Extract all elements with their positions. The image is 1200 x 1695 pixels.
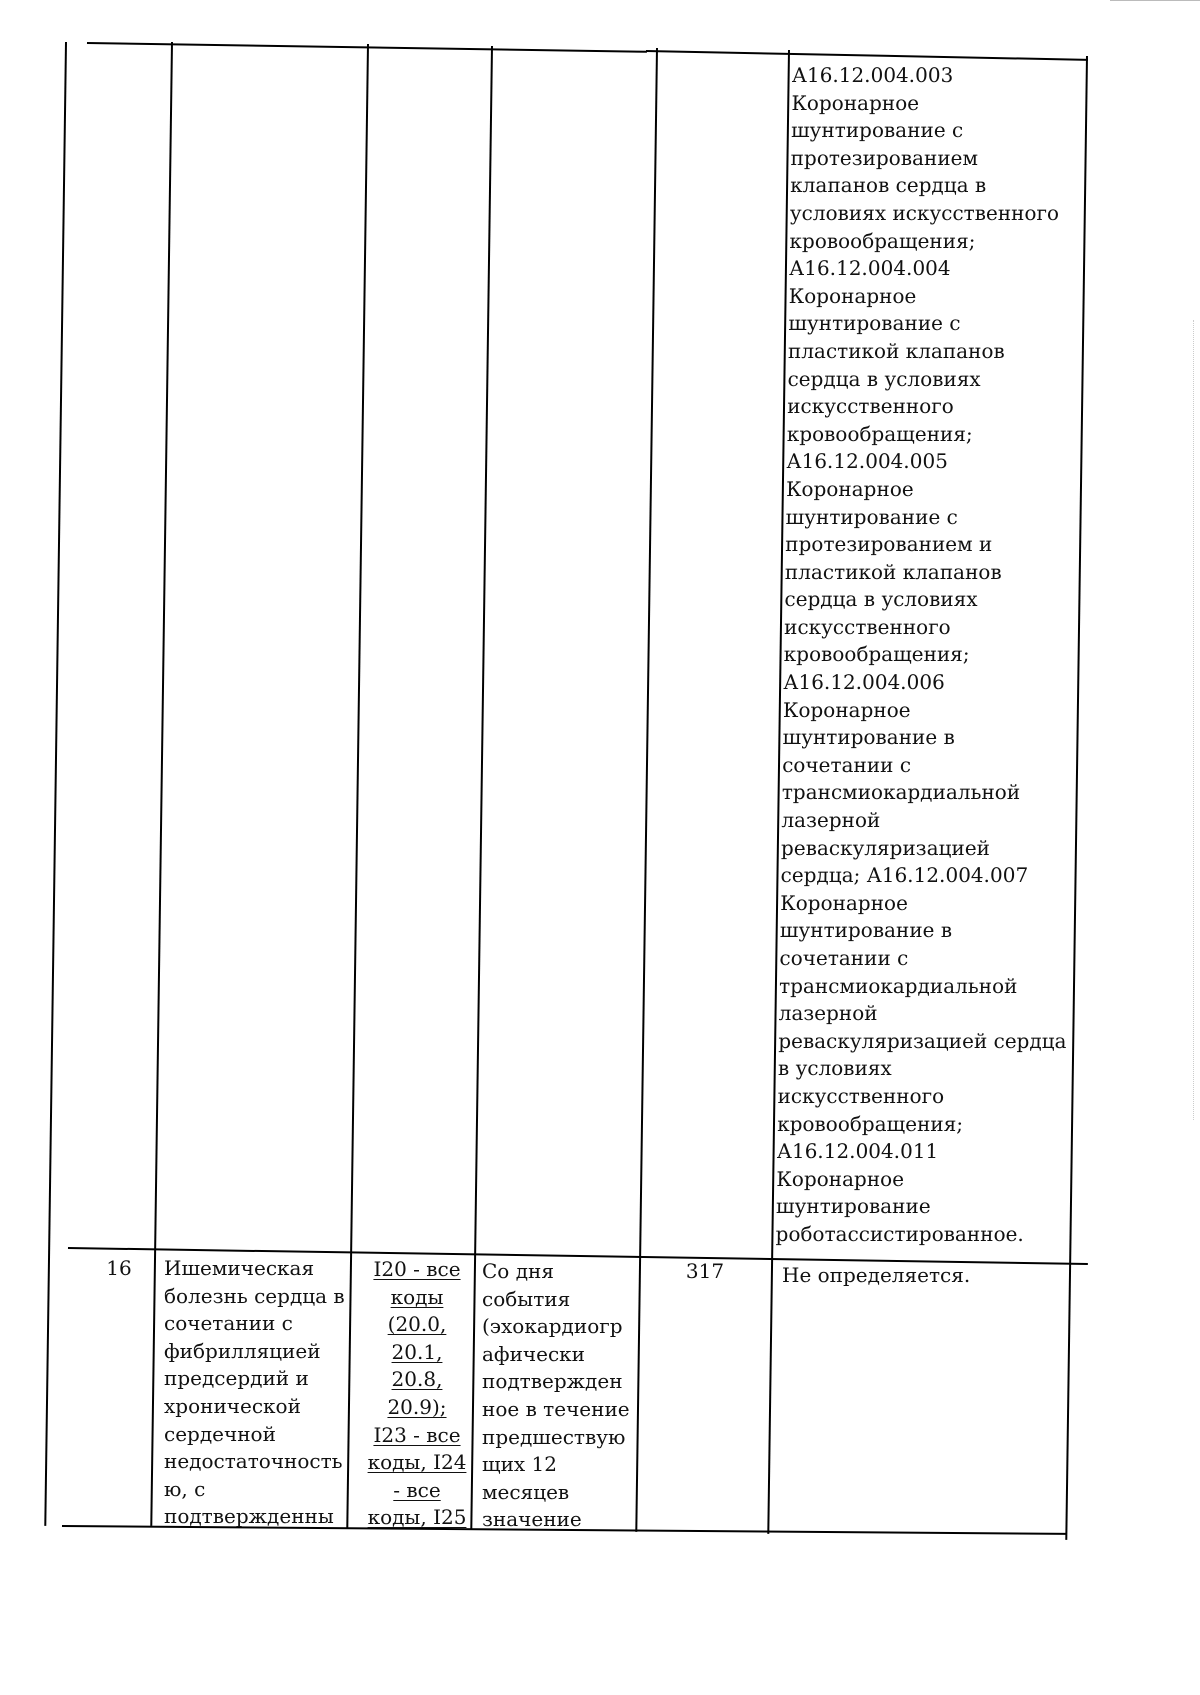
- procedures-cell-row-16: Не определяется.: [782, 1263, 971, 1287]
- row-number-cell: 16: [106, 1256, 132, 1280]
- table-top-border-right: [646, 50, 1088, 61]
- column-border-1: [44, 42, 67, 1526]
- scan-edge-dots: [1193, 320, 1200, 1120]
- value-cell: 317: [685, 1259, 725, 1283]
- icd-codes-cell: I20 - все коды (20.0, 20.1, 20.8, 20.9); I23 - все коды, I24 - все коды, I25: [367, 1257, 467, 1530]
- period-cell: Со дня события (эхокардиогр афически подтвержден ное в течение предшествую щих 12 месяцев значение: [482, 1259, 630, 1532]
- procedures-cell-continued: А16.12.004.003 Коронарное шунтирование с протезированием клапанов сердца в условиях искусственного кровообращения; А16.12.004.004 Коронарное шунтирование с пластикой клапанов сердца в условиях искусственного кровообращения; А16.12.004.005 Коронарное шунтирование с протезированием и пластикой клапанов сердца в условиях искусственного кровообращения; А16.12.004.006 Коронарное шунтирование в сочетании с трансмиокардиальной лазерной реваскуляризацией сердца; А16.12.004.007 Коронарное шунтирование в сочетании с трансмиокардиальной лазерной реваскуляризацией сердца в условиях искусственного кровообращения; А16.12.004.011 Коронарное шунтирование роботассистированное.: [775, 63, 1067, 1246]
- diagnosis-cell: Ишемическая болезнь сердца в сочетании с фибрилляцией предсердий и хронической сердечной недостаточность ю, с подтвержденны: [164, 1256, 345, 1529]
- scan-edge-mark: [1110, 0, 1200, 5]
